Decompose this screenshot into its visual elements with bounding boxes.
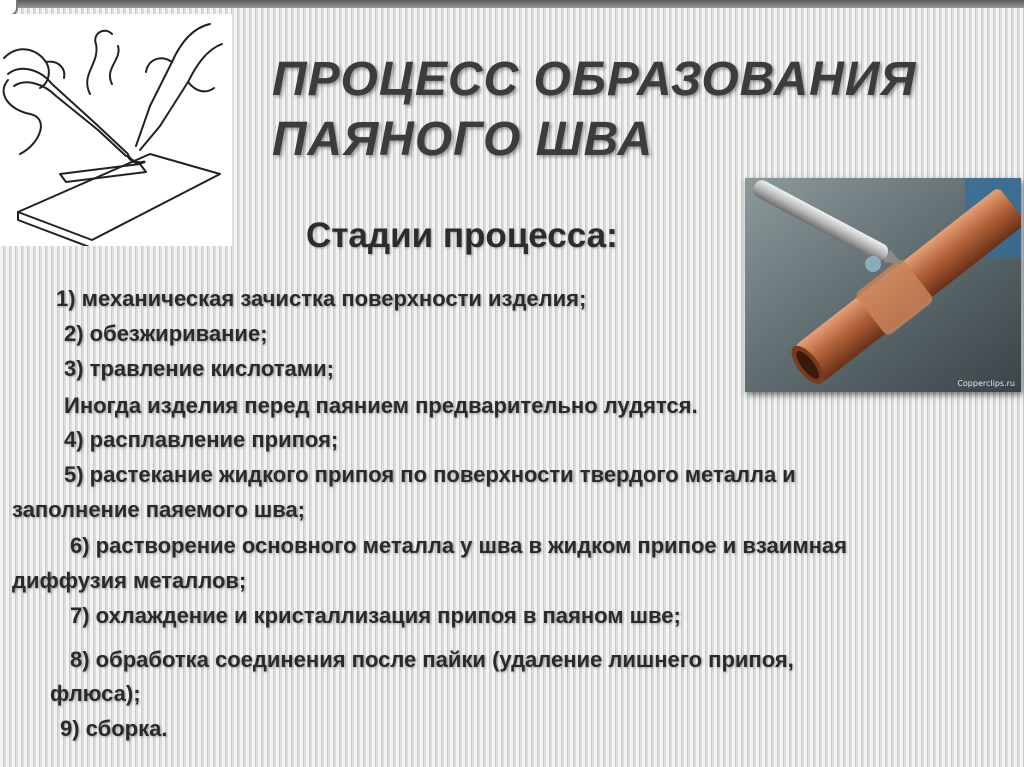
stage-line-12: флюса); [50, 681, 141, 706]
stage-line-13: 9) сборка. [60, 716, 168, 741]
title-line-2: ПАЯНОГО ШВА [272, 113, 654, 166]
stage-line-8: 6) растворение основного металла у шва в жидком припое и взаимная [70, 533, 847, 558]
stage-line-9: диффузия металлов; [12, 568, 247, 593]
stage-line-1: 1) механическая зачистка поверхности изделия; [56, 286, 587, 311]
stage-line-4: Иногда изделия перед паянием предварительно лудятся. [64, 393, 698, 418]
stage-line-2: 2) обезжиривание; [64, 321, 268, 346]
stage-line-11: 8) обработка соединения после пайки (удаление лишнего припоя, [70, 647, 794, 672]
stage-line-5: 4) расплавление припоя; [64, 427, 339, 452]
section-subtitle: Стадии процесса: [306, 216, 618, 255]
stage-line-7: заполнение паяемого шва; [12, 497, 306, 522]
copper-pipe-photo [745, 178, 1021, 392]
soldering-sketch-image [0, 14, 232, 246]
stage-line-10: 7) охлаждение и кристаллизация припоя в паяном шве; [70, 603, 681, 628]
photo-credit: Copperclips.ru [957, 379, 1015, 388]
page-title [272, 50, 1012, 170]
top-border [0, 0, 1024, 8]
stage-line-6: 5) растекание жидкого припоя по поверхности твердого металла и [64, 462, 796, 487]
stage-line-3: 3) травление кислотами; [64, 356, 334, 381]
title-line-1: ПРОЦЕСС ОБРАЗОВАНИЯ [272, 53, 917, 106]
